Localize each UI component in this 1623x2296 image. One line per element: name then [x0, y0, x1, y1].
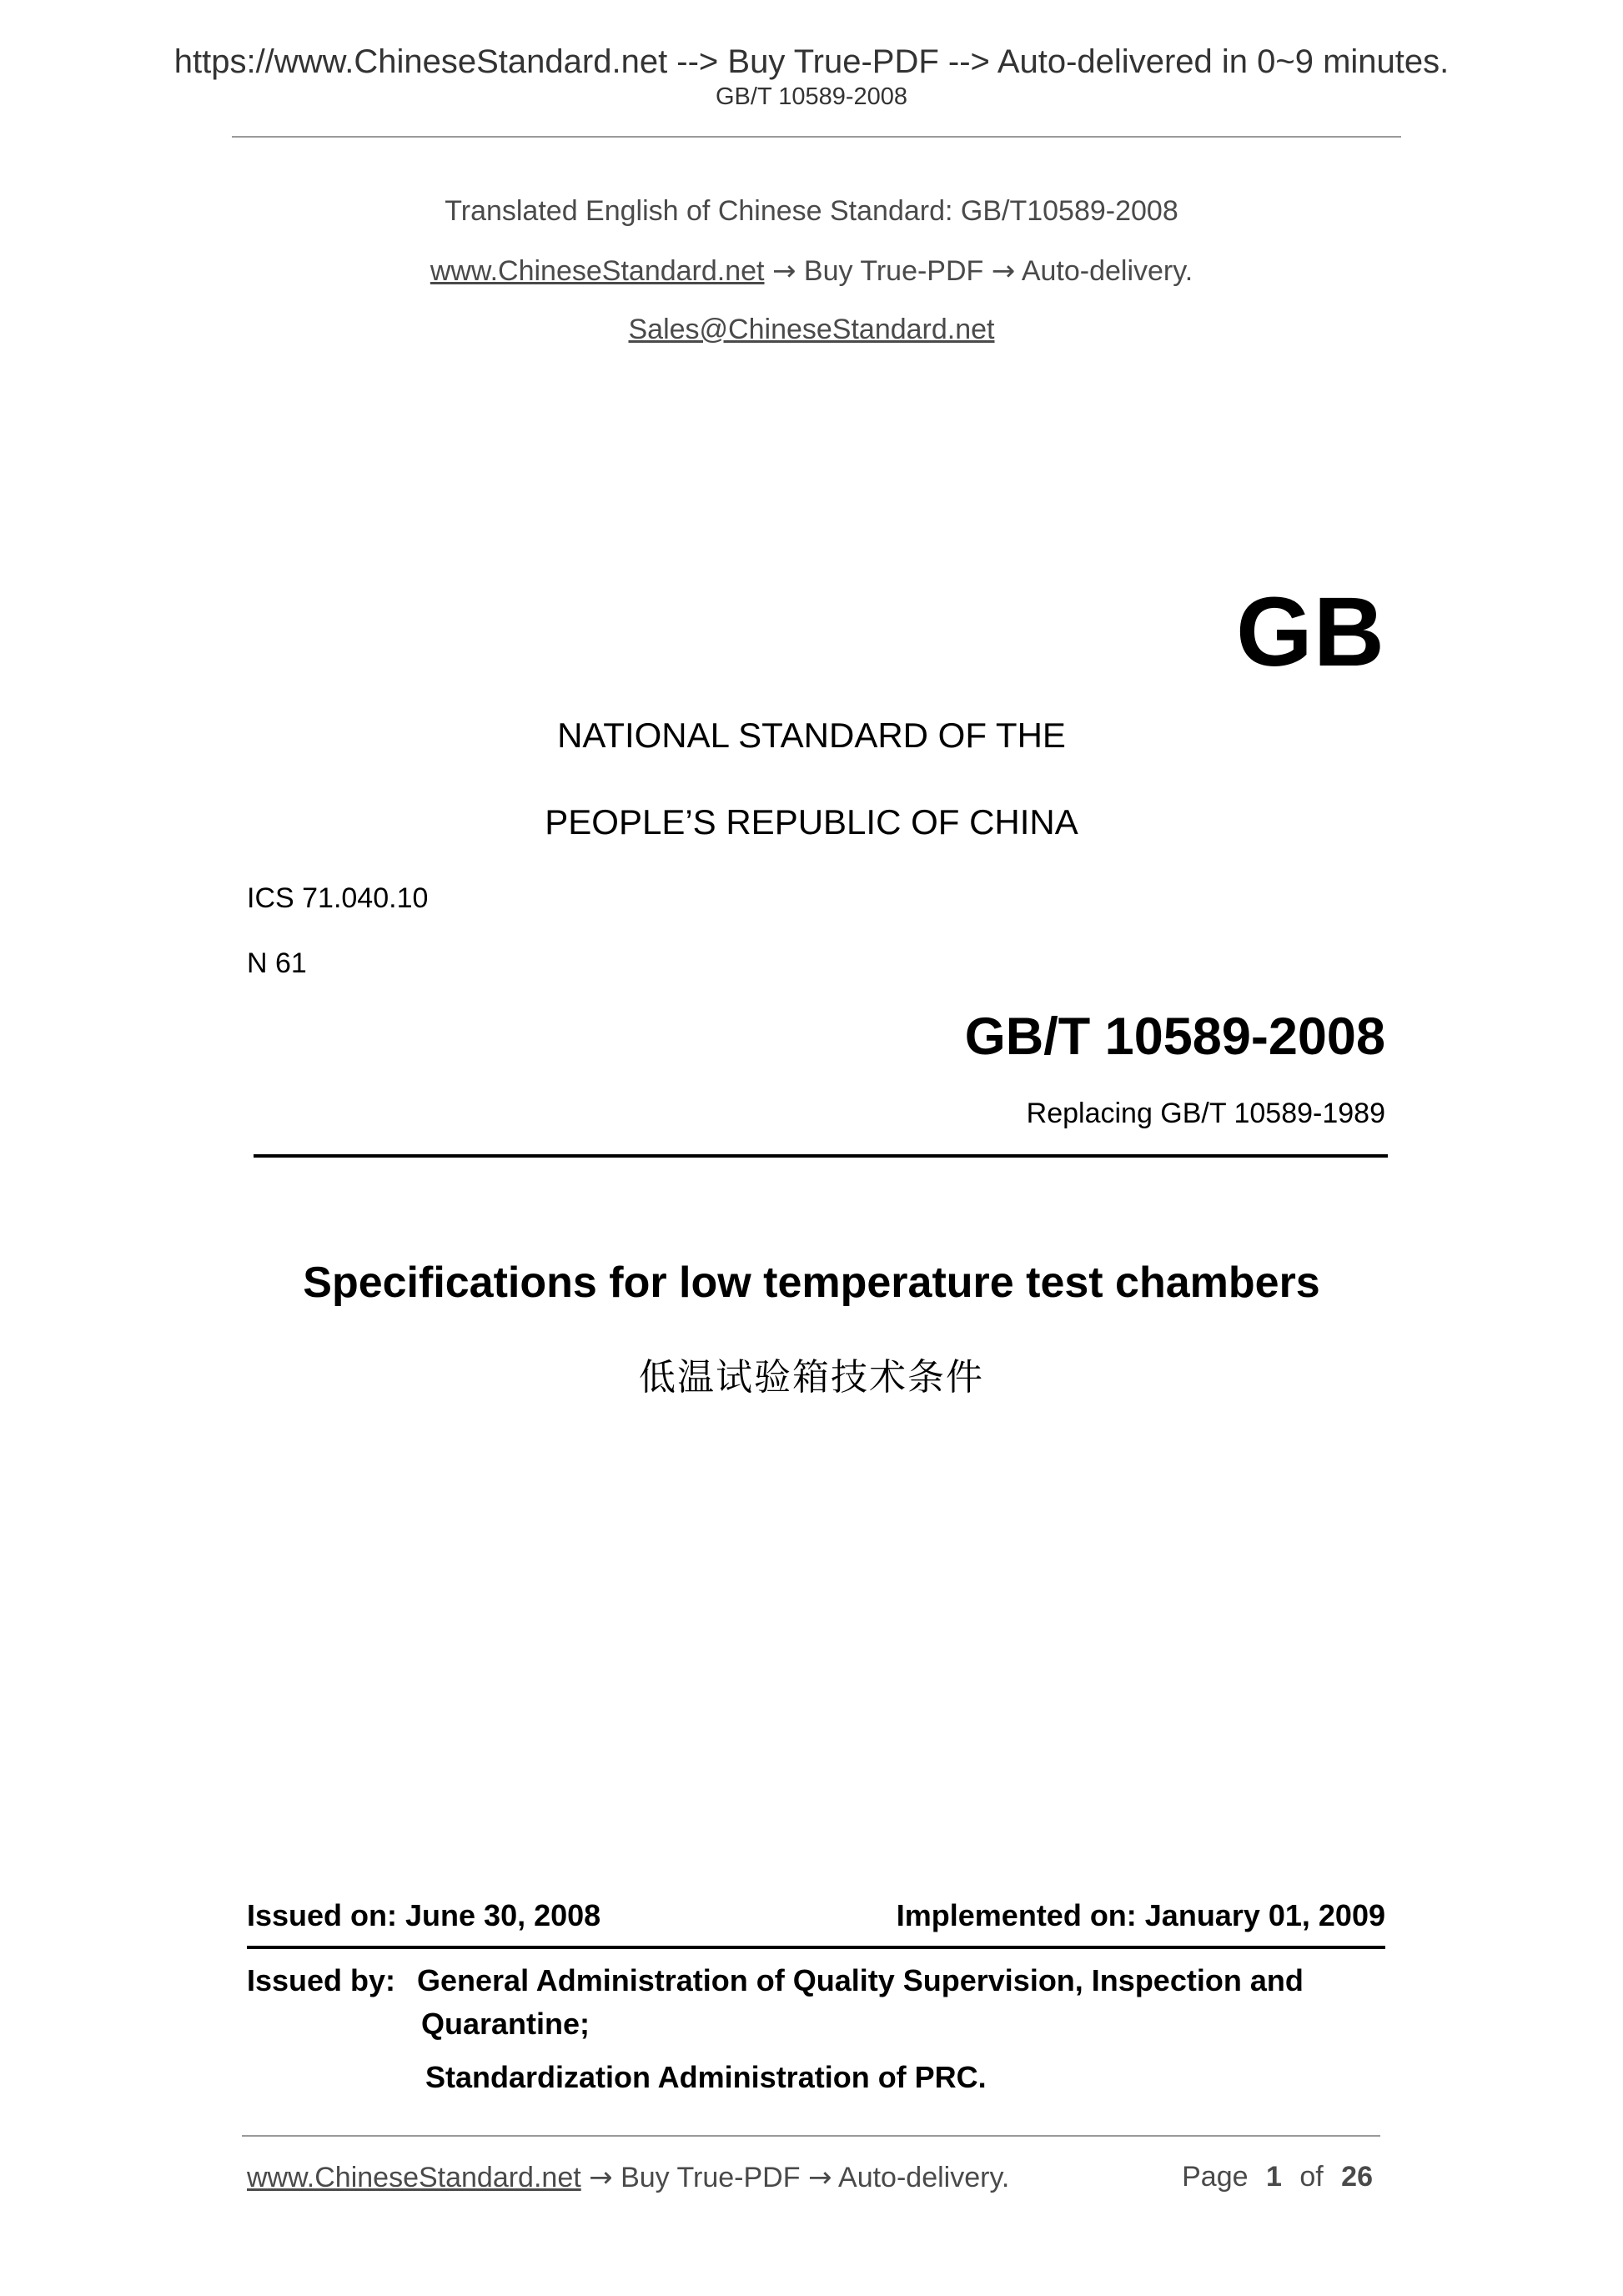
english-title: Specifications for low temperature test chambers	[303, 1259, 1320, 1307]
intro-buy-text: Buy True-PDF	[803, 255, 984, 287]
footer-auto-delivery: Auto-delivery.	[838, 2162, 1010, 2193]
gb-logo: GB	[1236, 577, 1385, 687]
page-current: 1	[1265, 2161, 1282, 2193]
national-standard-line-2: PEOPLE’S REPUBLIC OF CHINA	[545, 802, 1078, 842]
implemented-on: Implemented on: January 01, 2009	[896, 1898, 1385, 1932]
issued-by-label: Issued by:	[247, 1963, 396, 1997]
translated-line: Translated English of Chinese Standard: GB/T10589-2008	[445, 195, 1178, 227]
sales-email-row	[0, 314, 1623, 346]
intro-site-link[interactable]: www.ChineseStandard.net	[430, 255, 765, 287]
page-total: 26	[1341, 2161, 1373, 2193]
footer-divider	[242, 2135, 1380, 2137]
cover-rule	[254, 1154, 1388, 1158]
standard-number: GB/T 10589-2008	[964, 1007, 1385, 1066]
page-of: of	[1299, 2161, 1324, 2193]
header-divider	[232, 136, 1401, 138]
running-head: GB/T 10589-2008	[715, 83, 908, 110]
sales-email-link[interactable]: Sales@ChineseStandard.net	[628, 314, 995, 345]
issued-on: Issued on: June 30, 2008	[247, 1898, 601, 1932]
chinese-title: 低温试验箱技术条件	[639, 1356, 984, 1399]
footer-site-link[interactable]: www.ChineseStandard.net	[247, 2162, 581, 2193]
issuer-2: Standardization Administration of PRC.	[425, 2060, 987, 2094]
top-banner: https://www.ChineseStandard.net --> Buy True-PDF --> Auto-delivered in 0~9 minutes.	[173, 43, 1450, 80]
arrow-right-icon: →	[807, 2161, 832, 2194]
footer-delivery-line	[247, 2161, 1009, 2194]
intro-delivery-line	[0, 254, 1623, 288]
issuer-1-line-b: Quarantine;	[421, 2007, 590, 2041]
ccs-code: N 61	[247, 947, 307, 979]
page-indicator	[1182, 2161, 1373, 2193]
issue-rule	[247, 1946, 1385, 1949]
ics-code: ICS 71.040.10	[247, 882, 429, 914]
footer-buy-text: Buy True-PDF	[621, 2162, 801, 2193]
issuer-1-line-a: General Administration of Quality Supervision, Inspection and	[417, 1963, 1304, 1997]
arrow-right-icon: →	[771, 254, 796, 288]
arrow-right-icon: →	[589, 2161, 613, 2194]
page-label: Page	[1182, 2161, 1249, 2193]
intro-auto-delivery: Auto-delivery.	[1021, 255, 1193, 287]
national-standard-line-1: NATIONAL STANDARD OF THE	[557, 716, 1066, 755]
replacing-note: Replacing GB/T 10589-1989	[1026, 1098, 1385, 1129]
arrow-right-icon: →	[991, 254, 1016, 288]
